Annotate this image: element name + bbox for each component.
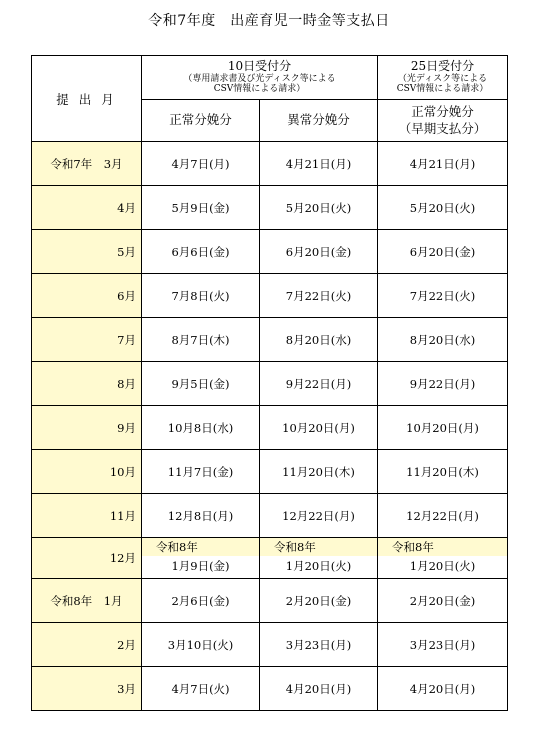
abnormal-date: 10月20日(月) <box>260 406 378 450</box>
early-date-cell <box>378 538 508 579</box>
abnormal-date: 4月21日(月) <box>260 142 378 186</box>
table-row <box>32 274 508 318</box>
group-10-note: （専用請求書及び光ディスク等による <box>183 74 336 85</box>
table-row <box>32 450 508 494</box>
group-10-label: 10日受付分 <box>227 59 292 74</box>
normal-date: 2月6日(金) <box>142 579 260 623</box>
table-row <box>32 142 508 186</box>
normal-date: 8月7日(木) <box>142 318 260 362</box>
normal-date: 3月10日(火) <box>142 623 260 667</box>
early-date: 8月20日(水) <box>378 318 508 362</box>
row-month: 9月 <box>32 406 142 450</box>
normal-date: 6月6日(金) <box>142 230 260 274</box>
row-month: 7月 <box>32 318 142 362</box>
row-month: 令和8年 1月 <box>32 579 142 623</box>
early-date: 1月20日(火) <box>409 559 476 573</box>
normal-date: 5月9日(金) <box>142 186 260 230</box>
row-month: 5月 <box>32 230 142 274</box>
normal-date: 11月7日(金) <box>142 450 260 494</box>
normal-date: 4月7日(月) <box>142 142 260 186</box>
normal-date: 10月8日(水) <box>142 406 260 450</box>
table-row <box>32 406 508 450</box>
abnormal-date: 7月22日(火) <box>260 274 378 318</box>
row-month: 令和7年 3月 <box>32 142 142 186</box>
era-label: 令和8年 <box>378 538 507 556</box>
table-row <box>32 318 508 362</box>
table-row <box>32 494 508 538</box>
normal-date: 12月8日(月) <box>142 494 260 538</box>
abnormal-date: 4月20日(月) <box>260 667 378 711</box>
row-month: 8月 <box>32 362 142 406</box>
col-early-header <box>378 100 508 142</box>
group-25-note2: CSV情報による請求） <box>396 84 489 95</box>
normal-date: 1月9日(金) <box>171 559 230 573</box>
early-date: 7月22日(火) <box>378 274 508 318</box>
early-date: 11月20日(木) <box>378 450 508 494</box>
normal-date: 4月7日(火) <box>142 667 260 711</box>
table-row <box>32 667 508 711</box>
early-date: 2月20日(金) <box>378 579 508 623</box>
abnormal-date: 11月20日(木) <box>260 450 378 494</box>
row-month: 12月 <box>32 538 142 579</box>
group-25-header <box>378 56 508 100</box>
early-date: 4月20日(月) <box>378 667 508 711</box>
table-row <box>32 230 508 274</box>
normal-date: 7月8日(火) <box>142 274 260 318</box>
col-early-sub: （早期支払分） <box>398 120 487 136</box>
table-row <box>32 579 508 623</box>
early-date: 10月20日(月) <box>378 406 508 450</box>
page-title: 令和7年度 出産育児一時金等支払日 <box>148 13 390 29</box>
abnormal-date: 5月20日(火) <box>260 186 378 230</box>
col-normal-header: 正常分娩分 <box>142 100 260 142</box>
table-row <box>32 362 508 406</box>
abnormal-date: 12月22日(月) <box>260 494 378 538</box>
early-date: 3月23日(月) <box>378 623 508 667</box>
row-month: 4月 <box>32 186 142 230</box>
table-row <box>32 538 508 579</box>
abnormal-date: 6月20日(金) <box>260 230 378 274</box>
abnormal-date: 8月20日(水) <box>260 318 378 362</box>
abnormal-date: 2月20日(金) <box>260 579 378 623</box>
row-month: 10月 <box>32 450 142 494</box>
era-label: 令和8年 <box>260 538 377 556</box>
col-early-label: 正常分娩分 <box>411 104 474 120</box>
group-25-label: 25日受付分 <box>410 59 475 74</box>
early-date: 6月20日(金) <box>378 230 508 274</box>
era-label: 令和8年 <box>142 538 259 556</box>
early-date: 9月22日(月) <box>378 362 508 406</box>
table-row <box>32 623 508 667</box>
row-month: 11月 <box>32 494 142 538</box>
normal-date: 9月5日(金) <box>142 362 260 406</box>
group-10-note2: CSV情報による請求） <box>213 84 306 95</box>
row-month: 6月 <box>32 274 142 318</box>
early-date: 12月22日(月) <box>378 494 508 538</box>
early-date: 4月21日(月) <box>378 142 508 186</box>
row-month: 3月 <box>32 667 142 711</box>
abnormal-date: 9月22日(月) <box>260 362 378 406</box>
payment-schedule-table <box>31 55 508 711</box>
early-date: 5月20日(火) <box>378 186 508 230</box>
submit-month-header: 提 出 月 <box>32 56 142 142</box>
abnormal-date: 1月20日(火) <box>285 559 352 573</box>
row-month: 2月 <box>32 623 142 667</box>
table-row <box>32 186 508 230</box>
abnormal-date: 3月23日(月) <box>260 623 378 667</box>
group-25-note: （光ディスク等による <box>397 74 488 85</box>
abnormal-date-cell <box>260 538 378 579</box>
group-10-header <box>142 56 378 100</box>
normal-date-cell <box>142 538 260 579</box>
col-abnormal-header: 異常分娩分 <box>260 100 378 142</box>
